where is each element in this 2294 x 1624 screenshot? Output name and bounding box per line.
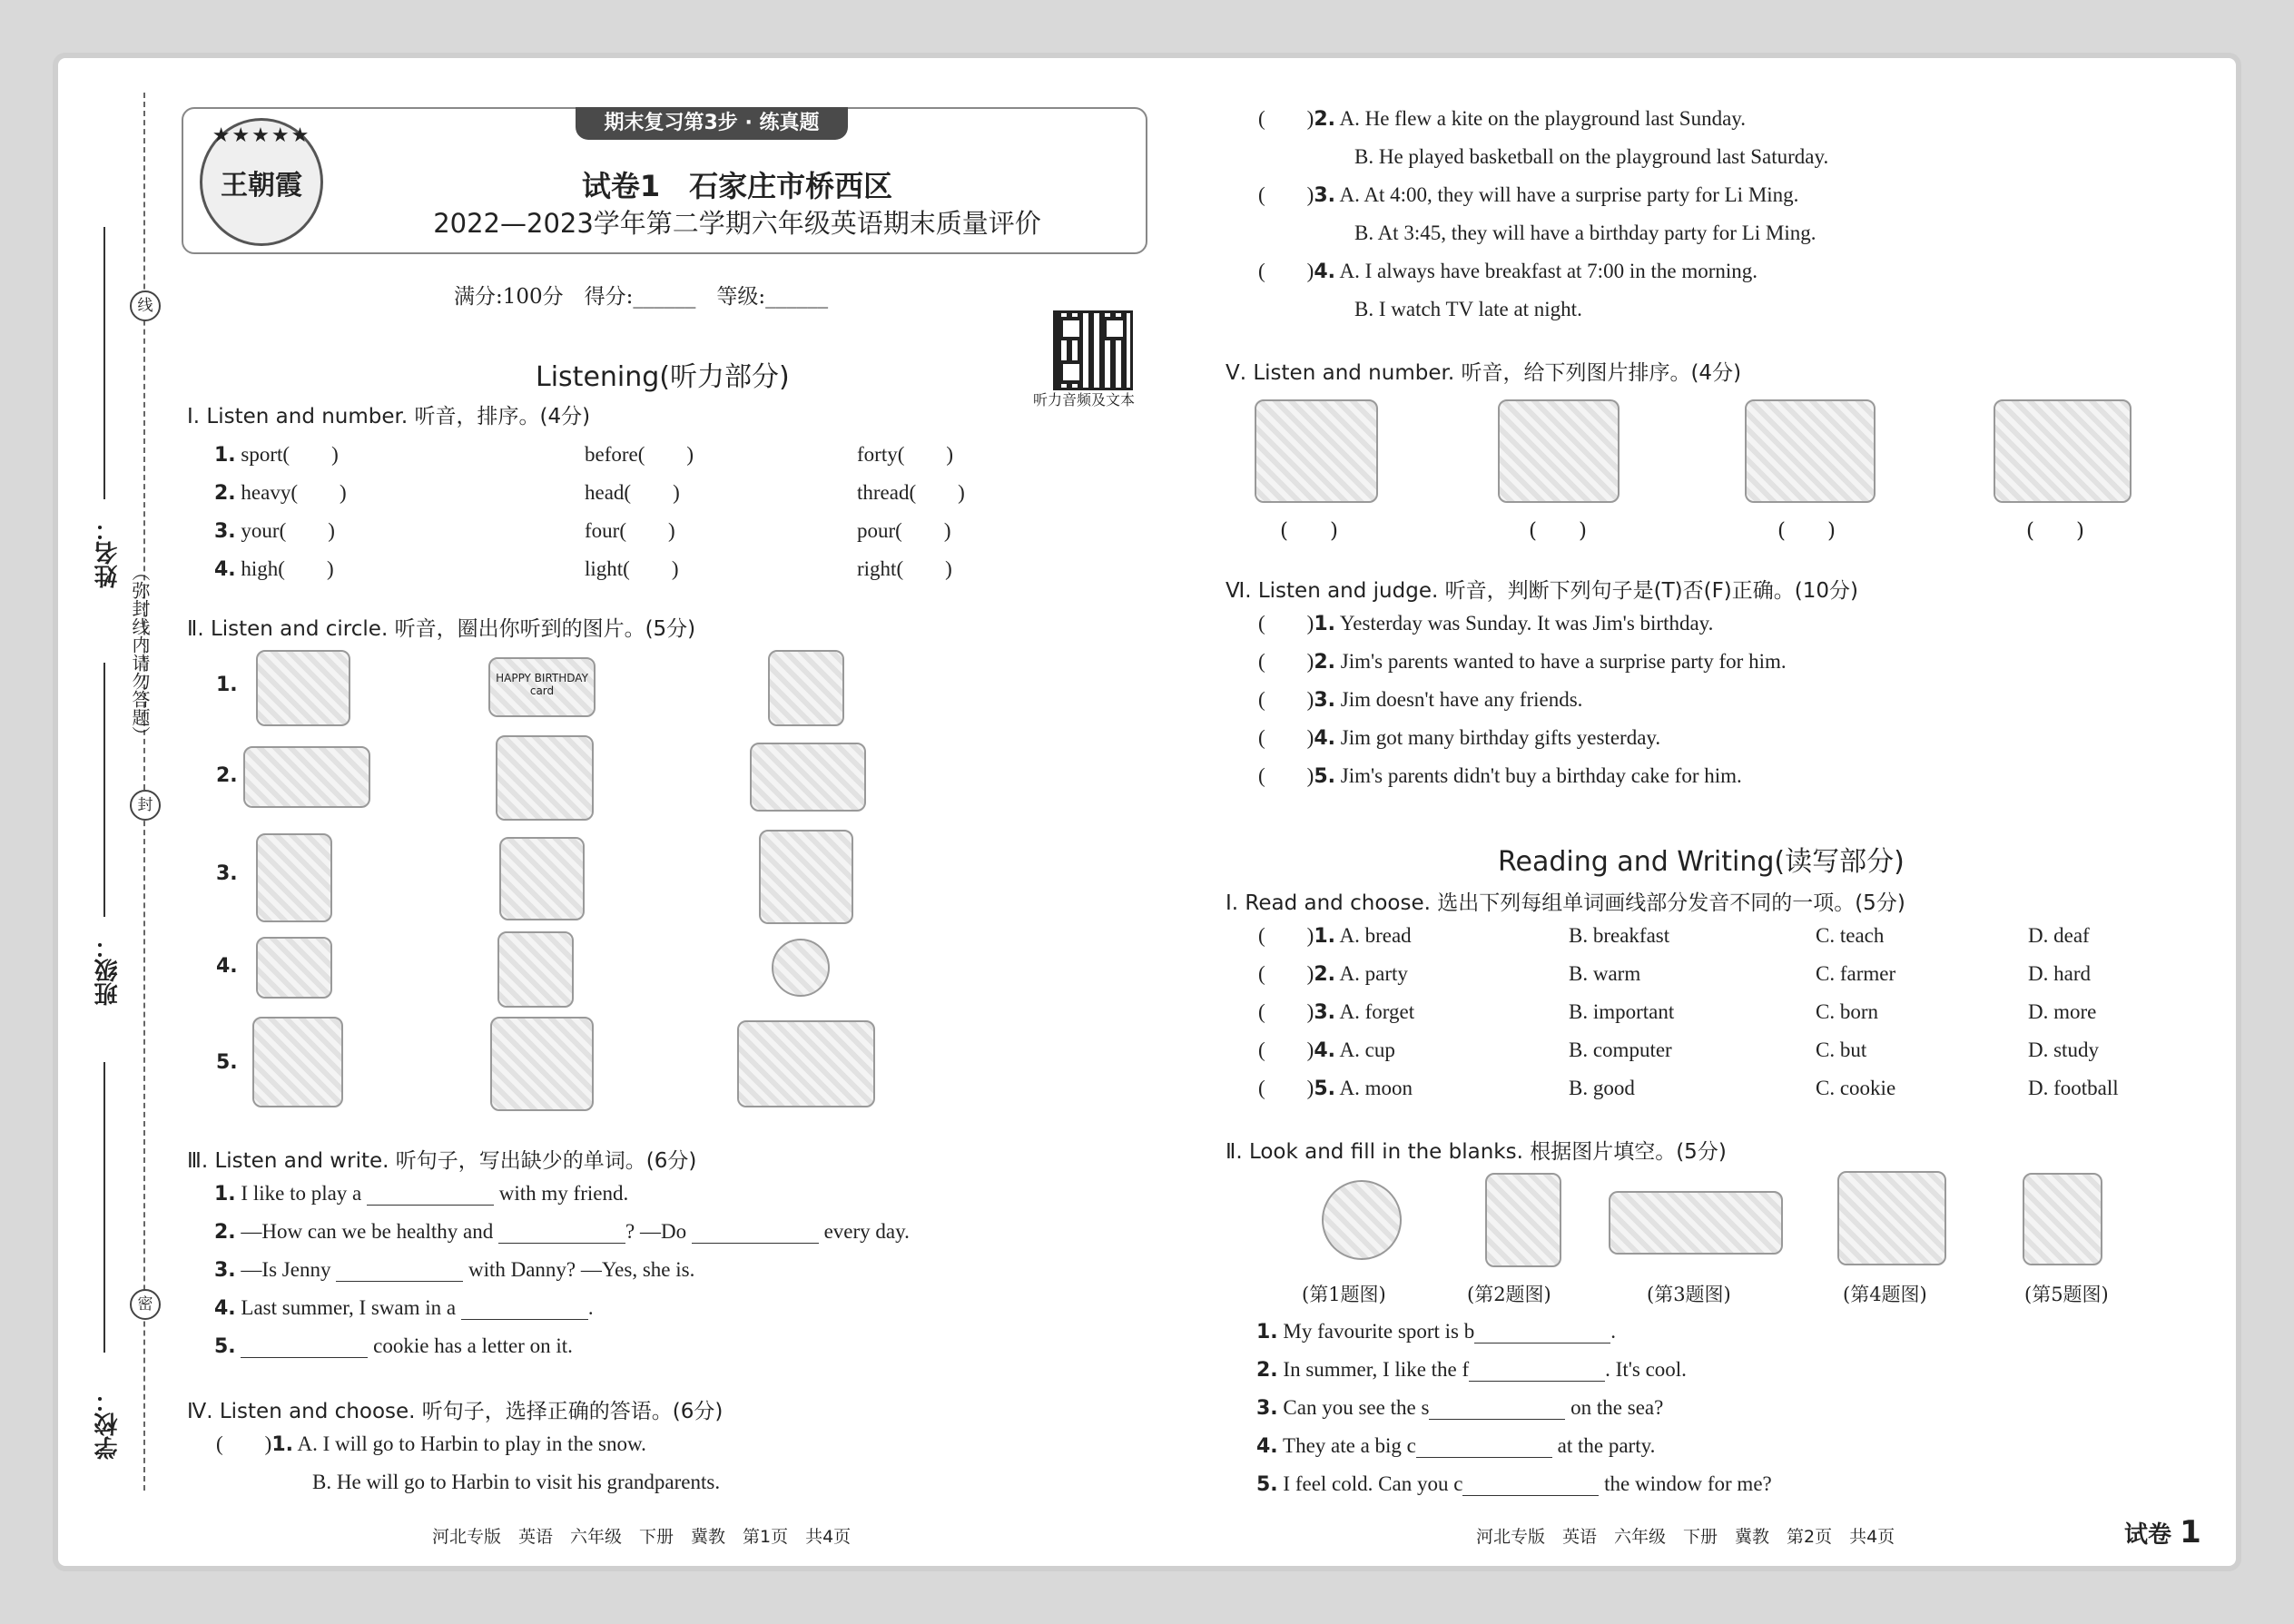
seal-mark-mi: 密 xyxy=(130,1289,161,1320)
answer-slot[interactable]: ( ) xyxy=(1280,519,1338,543)
answer-blank[interactable] xyxy=(336,1261,463,1282)
answer-blank[interactable] xyxy=(1429,1399,1565,1420)
answer-blank[interactable] xyxy=(367,1185,494,1206)
picture-window xyxy=(2023,1173,2102,1265)
picture-birthday-card[interactable]: HAPPY BIRTHDAY card xyxy=(488,657,596,717)
option-c: C. farmer xyxy=(1816,962,1896,985)
listening-s4-heading: Ⅳ. Listen and choose. 听句子，选择正确的答语。(6分) xyxy=(187,1400,724,1423)
answer-slot[interactable]: ( ) xyxy=(1777,519,1836,543)
option-d: D. football xyxy=(2028,1077,2119,1099)
class-label: 班级： xyxy=(94,935,122,1006)
option-d: D. hard xyxy=(2028,962,2091,985)
class-line xyxy=(103,663,105,917)
list-item: B. I watch TV late at night. xyxy=(1354,298,1582,320)
list-item: pour( ) xyxy=(857,519,951,542)
header-box xyxy=(182,107,1147,254)
option-c: C. born xyxy=(1816,1000,1878,1023)
option-c: C. but xyxy=(1816,1038,1867,1061)
answer-blank[interactable] xyxy=(241,1337,368,1358)
answer-slot[interactable]: ( ) xyxy=(2026,519,2084,543)
picture-caption: (第5题图) xyxy=(2024,1284,2109,1305)
answer-blank[interactable] xyxy=(1462,1475,1599,1496)
picture-ship xyxy=(1609,1191,1783,1255)
list-item: thread( ) xyxy=(857,481,965,504)
picture-mother-girl[interactable] xyxy=(1994,399,2132,503)
list-item: ( )1. A. I will go to Harbin to play in the snow. xyxy=(216,1432,646,1456)
qr-corner-icon xyxy=(1059,317,1083,340)
option-d: D. study xyxy=(2028,1038,2099,1061)
list-item: ( )4. A. cup xyxy=(1258,1038,1395,1062)
answer-blank[interactable] xyxy=(1474,1323,1610,1343)
list-item: ( )1. Yesterday was Sunday. It was Jim's birthday. xyxy=(1258,612,1714,635)
listening-s3-heading: Ⅲ. Listen and write. 听句子，写出缺少的单词。(6分) xyxy=(187,1149,697,1173)
list-item: 5. cookie has a letter on it. xyxy=(214,1334,573,1358)
picture-caption: (第3题图) xyxy=(1647,1284,1731,1305)
logo xyxy=(200,118,323,246)
list-item: B. He played basketball on the playground last Saturday. xyxy=(1354,145,1829,168)
binding-warning: （弥封线内请勿答题） xyxy=(129,563,151,744)
list-item: 4. They ate a big c at the party. xyxy=(1256,1434,1656,1458)
answer-blank[interactable] xyxy=(498,1223,625,1244)
option-c: C. teach xyxy=(1816,924,1885,947)
list-item: 1. sport( ) xyxy=(214,443,339,467)
picture-boy-running[interactable] xyxy=(759,830,853,924)
picture-people-playing[interactable] xyxy=(496,735,594,821)
list-item: forty( ) xyxy=(857,443,954,466)
paper-title: 试卷1 石家庄市桥西区 xyxy=(581,169,893,203)
school-label: 学校： xyxy=(94,1389,122,1460)
row-number: 4. xyxy=(216,955,238,978)
picture-cookies[interactable] xyxy=(256,937,332,999)
list-item: 3. —Is Jenny with Danny? —Yes, she is. xyxy=(214,1258,695,1282)
picture-caption: (第2题图) xyxy=(1467,1284,1551,1305)
list-item: ( )2. A. party xyxy=(1258,962,1408,986)
seal-mark-feng: 封 xyxy=(130,790,161,821)
list-item: ( )4. A. I always have breakfast at 7:00 in the morning. xyxy=(1258,260,1758,283)
reading-r2-heading: Ⅱ. Look and fill in the blanks. 根据图片填空。(5分) xyxy=(1226,1140,1727,1164)
score-line: 满分:100分 得分:______ 等级:______ xyxy=(454,285,829,309)
picture-boy-ball[interactable] xyxy=(499,837,585,920)
list-item: ( )3. A. forget xyxy=(1258,1000,1415,1024)
seal-mark-xian: 线 xyxy=(130,290,161,321)
listening-s5-heading: Ⅴ. Listen and number. 听音，给下列图片排序。(4分) xyxy=(1226,361,1742,385)
list-item: 5. I feel cold. Can you c the window for me? xyxy=(1256,1472,1772,1496)
list-item: ( )2. Jim's parents wanted to have a surprise party for him. xyxy=(1258,650,1787,674)
list-item: ( )3. Jim doesn't have any friends. xyxy=(1258,688,1583,712)
picture-fan xyxy=(1485,1173,1561,1267)
list-item: 4. high( ) xyxy=(214,557,334,581)
footer-right: 河北专版 英语 六年级 下册 冀教 第2页 共4页 xyxy=(1476,1527,1895,1547)
listening-s6-heading: Ⅵ. Listen and judge. 听音，判断下列句子是(T)否(F)正确。(10分) xyxy=(1226,579,1858,603)
picture-basketball xyxy=(1322,1180,1402,1260)
answer-blank[interactable] xyxy=(1469,1361,1605,1382)
picture-cake[interactable] xyxy=(497,931,574,1008)
binding-margin xyxy=(91,82,163,1534)
list-item: 2. heavy( ) xyxy=(214,481,347,505)
tagline: 期末复习第3步 · 练真题 xyxy=(604,112,820,134)
picture-apple[interactable] xyxy=(772,939,830,997)
qr-caption: 听力音频及文本 xyxy=(1033,391,1136,408)
tagline-badge xyxy=(576,107,848,140)
picture-caption: (第4题图) xyxy=(1843,1284,1927,1305)
list-item: four( ) xyxy=(585,519,675,542)
list-item: 3. your( ) xyxy=(214,519,335,543)
picture-beach[interactable] xyxy=(750,743,866,812)
picture-gift-box[interactable] xyxy=(768,650,844,726)
list-item: ( )3. A. At 4:00, they will have a surprise party for Li Ming. xyxy=(1258,183,1799,207)
answer-blank[interactable] xyxy=(692,1223,819,1244)
answer-blank[interactable] xyxy=(461,1299,588,1320)
row-number: 3. xyxy=(216,862,238,885)
list-item: ( )1. A. bread xyxy=(1258,924,1412,948)
picture-woman-cake[interactable] xyxy=(1745,399,1876,503)
option-c: C. cookie xyxy=(1816,1077,1896,1099)
list-item: ( )2. A. He flew a kite on the playground last Sunday. xyxy=(1258,107,1747,131)
picture-football[interactable] xyxy=(737,1020,875,1107)
list-item: 1. I like to play a with my friend. xyxy=(214,1182,629,1206)
list-item: 2. In summer, I like the f . It's cool. xyxy=(1256,1358,1687,1382)
option-b: B. computer xyxy=(1569,1038,1672,1061)
list-item: ( )4. Jim got many birthday gifts yesterday. xyxy=(1258,726,1661,750)
name-label: 姓名： xyxy=(94,517,122,588)
list-item: light( ) xyxy=(585,557,679,580)
picture-family-kite[interactable] xyxy=(1255,399,1378,503)
option-b: B. warm xyxy=(1569,962,1641,985)
listening-s1-heading: Ⅰ. Listen and number. 听音，排序。(4分) xyxy=(187,405,591,428)
paper-mark: 试卷 1 xyxy=(2124,1514,2201,1550)
list-item: 1. My favourite sport is b . xyxy=(1256,1320,1616,1343)
answer-blank[interactable] xyxy=(1416,1437,1552,1458)
listening-title: Listening(听力部分) xyxy=(536,361,790,393)
star-icon: ★★★★★ xyxy=(212,124,311,147)
option-b: B. good xyxy=(1569,1077,1635,1099)
qr-corner-icon xyxy=(1103,317,1127,340)
option-d: D. deaf xyxy=(2028,924,2090,947)
picture-boy-football[interactable] xyxy=(1498,399,1620,503)
list-item: ( )5. Jim's parents didn't buy a birthday cake for him. xyxy=(1258,764,1742,788)
picture-village[interactable] xyxy=(243,746,370,808)
qr-code[interactable] xyxy=(1053,310,1133,390)
row-number: 5. xyxy=(216,1051,238,1074)
picture-moving-house[interactable] xyxy=(252,1017,343,1107)
picture-caption: (第1题图) xyxy=(1302,1284,1386,1305)
list-item: head( ) xyxy=(585,481,680,504)
footer-left: 河北专版 英语 六年级 下册 冀教 第1页 共4页 xyxy=(432,1527,852,1547)
list-item: B. He will go to Harbin to visit his grandparents. xyxy=(312,1471,721,1493)
school-line xyxy=(103,1062,105,1353)
list-item: 3. Can you see the s on the sea? xyxy=(1256,1396,1664,1420)
picture-cake[interactable] xyxy=(256,650,350,726)
name-line xyxy=(103,227,105,499)
list-item: 4. Last summer, I swam in a . xyxy=(214,1296,594,1320)
reading-title: Reading and Writing(读写部分) xyxy=(1498,846,1905,878)
list-item: 2. —How can we be healthy and ? —Do every day. xyxy=(214,1220,910,1244)
reading-r1-heading: Ⅰ. Read and choose. 选出下列每组单词画线部分发音不同的一项。(5分) xyxy=(1226,891,1905,915)
qr-corner-icon xyxy=(1059,360,1083,384)
list-item: B. At 3:45, they will have a birthday party for Li Ming. xyxy=(1354,221,1816,244)
row-number: 2. xyxy=(216,764,238,787)
option-b: B. breakfast xyxy=(1569,924,1670,947)
picture-boy-cake[interactable] xyxy=(256,833,332,922)
answer-slot[interactable]: ( ) xyxy=(1529,519,1587,543)
list-item: right( ) xyxy=(857,557,952,580)
list-item: ( )5. A. moon xyxy=(1258,1077,1413,1100)
logo-text: 王朝霞 xyxy=(221,170,302,202)
paper-subtitle: 2022—2023学年第二学期六年级英语期末质量评价 xyxy=(433,208,1041,239)
row-number: 1. xyxy=(216,674,238,696)
option-d: D. more xyxy=(2028,1000,2097,1023)
list-item: before( ) xyxy=(585,443,694,466)
listening-s2-heading: Ⅱ. Listen and circle. 听音，圈出你听到的图片。(5分) xyxy=(187,617,696,641)
option-b: B. important xyxy=(1569,1000,1675,1023)
picture-basketball[interactable] xyxy=(490,1017,594,1111)
picture-birthday-cake xyxy=(1837,1171,1946,1265)
